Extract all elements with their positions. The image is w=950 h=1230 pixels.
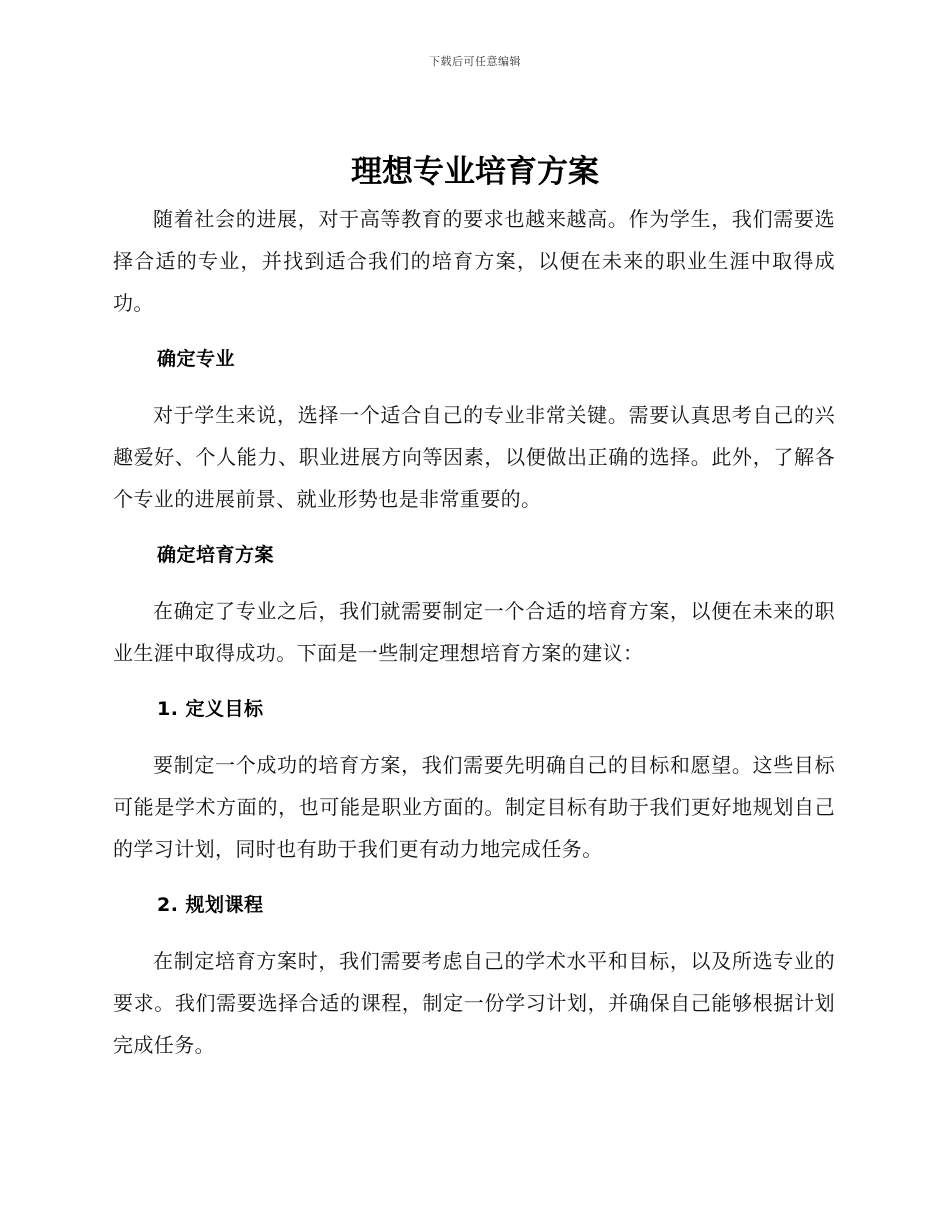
section-heading-plan-courses: 2. 规划课程 [157,894,264,916]
section-paragraph-define-goals: 要制定一个成功的培育方案，我们需要先明确自己的目标和愿望。这些目标可能是学术方面的，也可能是职业方面的。制定目标有助于我们更好地规划自己的学习计划，同时也有助于我们更有动力地完成任务。 [113,753,835,861]
section-heading-training-plan: 确定培育方案 [157,544,275,566]
header-note: 下载后可任意编辑 [429,55,521,68]
section-paragraph-plan-courses: 在制定培育方案时，我们需要考虑自己的学术水平和目标，以及所选专业的要求。我们需要选择合适的课程，制定一份学习计划，并确保自己能够根据计划完成任务。 [113,949,835,1057]
section-heading-define-goals: 1. 定义目标 [157,698,264,720]
document-body [113,198,835,1080]
section-paragraph-training-plan: 在确定了专业之后，我们就需要制定一个合适的培育方案，以便在未来的职业生涯中取得成功。下面是一些制定理想培育方案的建议： [113,599,835,665]
section-paragraph-choose-major: 对于学生来说，选择一个适合自己的专业非常关键。需要认真思考自己的兴趣爱好、个人能力、职业进展方向等因素，以便做出正确的选择。此外，了解各个专业的进展前景、就业形势也是非常重要的。 [113,403,835,511]
document-title: 理想专业培育方案 [351,154,599,190]
section-heading-choose-major: 确定专业 [157,348,236,370]
intro-paragraph: 随着社会的进展，对于高等教育的要求也越来越高。作为学生，我们需要选择合适的专业，并找到适合我们的培育方案，以便在未来的职业生涯中取得成功。 [113,207,835,315]
